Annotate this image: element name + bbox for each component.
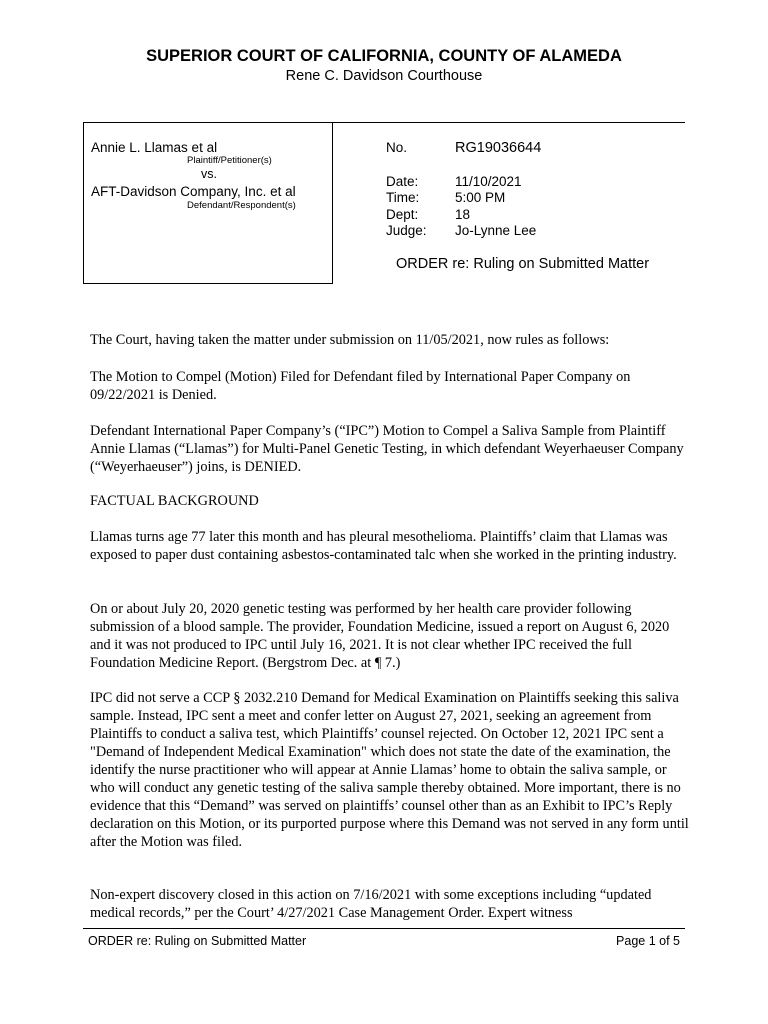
paragraph: On or about July 20, 2020 genetic testing was performed by her health care provider following submission of a blood sample. The provider, Foundation Medicine, issued a report on August 6, 2020 and it was not produced to IPC until July 16, 2021. It is not clear whether IPC received the full Foundation Medicine Report. (Bergstrom Dec. at ¶ 7.) xyxy=(90,601,670,671)
courthouse-name: Rene C. Davidson Courthouse xyxy=(285,68,483,84)
defendant-role: Defendant/Respondent(s) xyxy=(187,200,296,211)
time-value: 5:00 PM xyxy=(455,190,506,205)
plaintiff-role: Plaintiff/Petitioner(s) xyxy=(187,155,272,166)
party-caption-box xyxy=(83,122,333,284)
time-label: Time: xyxy=(386,190,420,205)
date-label: Date: xyxy=(386,174,419,189)
court-name: SUPERIOR COURT OF CALIFORNIA, COUNTY OF ALAMEDA xyxy=(146,47,622,65)
footer-title: ORDER re: Ruling on Submitted Matter xyxy=(88,934,307,948)
defendant-name: AFT-Davidson Company, Inc. et al xyxy=(91,184,296,199)
paragraph: Non-expert discovery closed in this action on 7/16/2021 with some exceptions including “updated medical records,” per the Court’ 4/27/2021 Case Management Order. Expert witness xyxy=(90,887,652,921)
dept-value: 18 xyxy=(455,207,471,222)
date-value: 11/10/2021 xyxy=(455,174,522,189)
case-number-value: RG19036644 xyxy=(455,140,542,156)
case-number-label: No. xyxy=(386,140,408,155)
judge-label: Judge: xyxy=(386,223,427,238)
order-title: ORDER re: Ruling on Submitted Matter xyxy=(396,256,650,272)
plaintiff-name: Annie L. Llamas et al xyxy=(91,140,218,155)
paragraph: IPC did not serve a CCP § 2032.210 Demand for Medical Examination on Plaintiffs seeking this saliva sample. Instead, IPC sent a meet and confer letter on August 27, 2021, seeking an agreement from Plaintiffs to conduct a saliva test, which Plaintiffs’ counsel rejected. On October 12, 2021 IPC sent a "Demand of Independent Medical Examination" which does not state the date of the examination, the identify the nurse practitioner who will appear at Annie Llamas’ home to obtain the saliva sample, or who will conduct any genetic testing of the saliva sample thereby obtained. More important, there is no evidence that this “Demand” was served on plaintiffs’ counsel other than as an Exhibit to IPC’s Reply declaration on this Motion, or its purported purpose where this Demand was not served in any form until after the Motion was filed. xyxy=(90,690,689,850)
page-number: Page 1 of 5 xyxy=(616,934,680,948)
section-heading: FACTUAL BACKGROUND xyxy=(90,493,259,509)
paragraph: Defendant International Paper Company’s (“IPC”) Motion to Compel a Saliva Sample from Plaintiff Annie Llamas (“Llamas”) for Multi-Panel Genetic Testing, in which defendant Weyerhaeuser Company (“Weyerhaeuser”) joins, is DENIED. xyxy=(90,423,684,475)
judge-value: Jo-Lynne Lee xyxy=(455,223,537,238)
versus-label: vs. xyxy=(201,167,217,181)
footer-rule xyxy=(83,928,685,929)
paragraph: The Motion to Compel (Motion) Filed for Defendant filed by International Paper Company on 09/22/2021 is Denied. xyxy=(90,369,631,403)
paragraph: Llamas turns age 77 later this month and has pleural mesothelioma. Plaintiffs’ claim that Llamas was exposed to paper dust containing asbestos-contaminated talc when she worked in the printing industry. xyxy=(90,529,677,563)
paragraph: The Court, having taken the matter under submission on 11/05/2021, now rules as follows: xyxy=(90,332,610,348)
dept-label: Dept: xyxy=(386,207,419,222)
